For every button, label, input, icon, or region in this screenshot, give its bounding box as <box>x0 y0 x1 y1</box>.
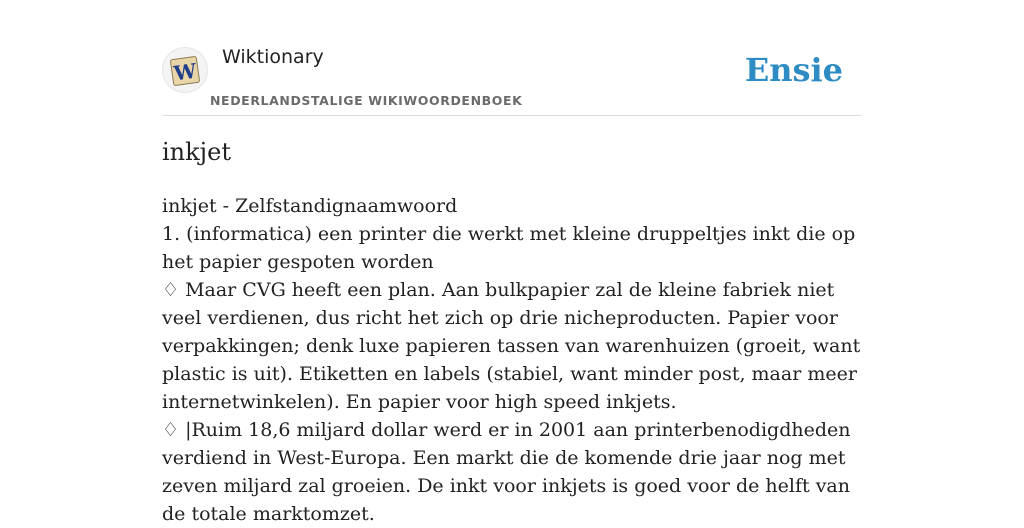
wiktionary-logo-icon[interactable] <box>162 47 208 93</box>
logo-tile <box>168 53 202 87</box>
logo-letter: W <box>172 58 198 86</box>
example-sentence: ♢ |Ruim 18,6 miljard dollar werd er in 2001 aan printerbenodigdheden verdiend in West-Europa. Een markt die de komende drie jaar nog met zeven miljard zal groeien. De inkt voor inkjets is goed voor de helft van de totale marktomzet. <box>162 419 851 525</box>
entry-content <box>162 192 862 528</box>
entry-definition: 1. (informatica) een printer die werkt met kleine druppeltjes inkt die op het papier gespoten worden <box>162 223 856 273</box>
example-sentence: ♢ Maar CVG heeft een plan. Aan bulkpapier zal de kleine fabriek niet veel verdienen, dus richt het zich op drie nicheproducten. Papier voor verpakkingen; denk luxe papieren tassen van warenhuizen (groeit, want plastic is uit). Etiketten en labels (stabiel, want minder post, maar meer internetwinkelen). En papier voor high speed inkjets. <box>162 279 861 413</box>
site-name[interactable]: Wiktionary <box>222 46 324 68</box>
site-subtitle: NEDERLANDSTALIGE WIKIWOORDENBOEK <box>210 93 523 108</box>
header-divider <box>162 115 862 116</box>
page-title: inkjet <box>162 138 231 166</box>
brand-logo[interactable]: Ensie <box>744 51 843 89</box>
entry-heading: inkjet - Zelfstandignaamwoord <box>162 195 458 217</box>
